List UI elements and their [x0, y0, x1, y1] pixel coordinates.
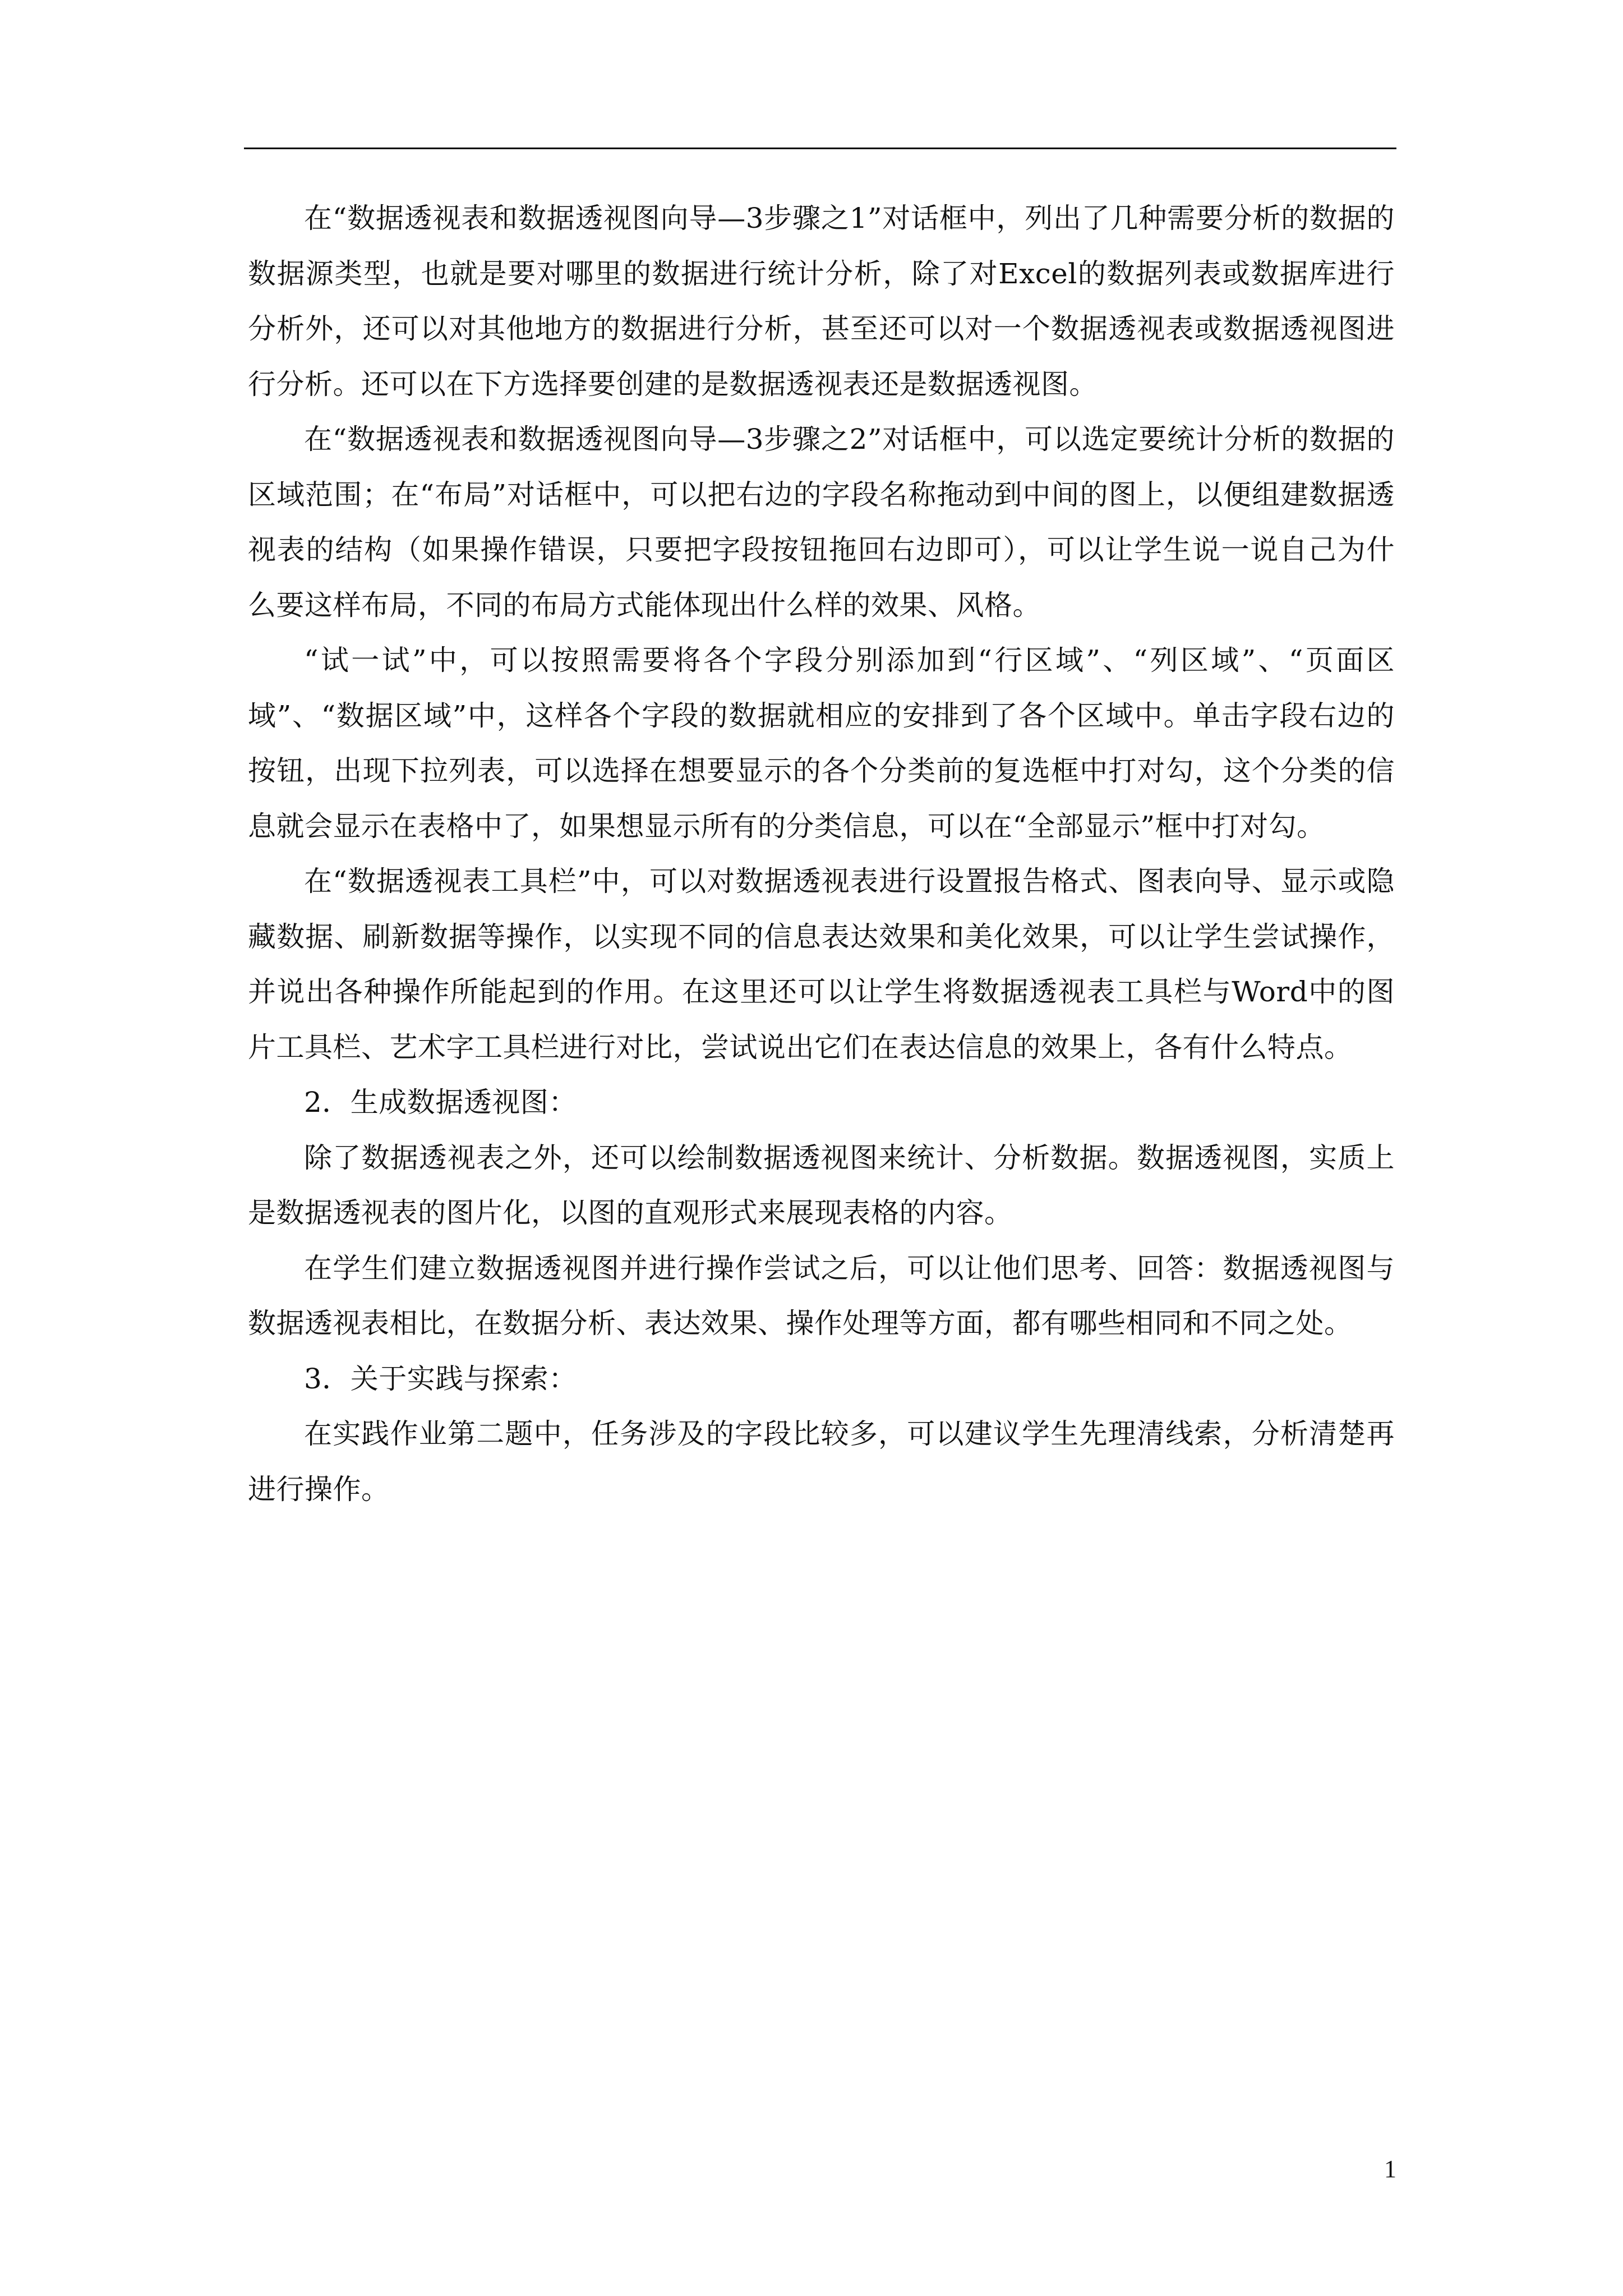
- paragraph-compare: 在学生们建立数据透视图并进行操作尝试之后，可以让他们思考、回答：数据透视图与数据透视表相比，在数据分析、表达效果、操作处理等方面，都有哪些相同和不同之处。: [248, 1251, 1395, 1340]
- paragraph-practice: 在实践作业第二题中，任务涉及的字段比较多，可以建议学生先理清线索，分析清楚再进行操作。: [248, 1418, 1395, 1506]
- paragraph-pivot-toolbar: 在“数据透视表工具栏”中，可以对数据透视表进行设置报告格式、图表向导、显示或隐藏数据、刷新数据等操作，以实现不同的信息表达效果和美化效果，可以让学生尝试操作，并说出各种操作所能起到的作用。在这里还可以让学生将数据透视表工具栏与Word中的图片工具栏、艺术字工具栏进行对比，尝试说出它们在表达信息的效果上，各有什么特点。: [248, 865, 1395, 1064]
- section-heading-pivot-chart: 2．生成数据透视图：: [304, 1086, 577, 1119]
- section-heading-practice: 3．关于实践与探索：: [304, 1362, 577, 1395]
- paragraph-wizard-step-2: 在“数据透视表和数据透视图向导—3步骤之2”对话框中，可以选定要统计分析的数据的区域范围；在“布局”对话框中，可以把右边的字段名称拖动到中间的图上，以便组建数据透视表的结构（如果操作错误，只要把字段按钮拖回右边即可），可以让学生说一说自己为什么要这样布局，不同的布局方式能体现出什么样的效果、风格。: [248, 423, 1395, 622]
- page-number: 1: [1384, 2155, 1396, 2183]
- header-rule: [244, 148, 1396, 149]
- document-body: [248, 191, 1395, 1517]
- paragraph-wizard-step-1: 在“数据透视表和数据透视图向导—3步骤之1”对话框中，列出了几种需要分析的数据的数据源类型，也就是要对哪里的数据进行统计分析，除了对Excel的数据列表或数据库进行分析外，还可以对其他地方的数据进行分析，甚至还可以对一个数据透视表或数据透视图进行分析。还可以在下方选择要创建的是数据透视表还是数据透视图。: [248, 202, 1395, 401]
- paragraph-try-it: “试一试”中，可以按照需要将各个字段分别添加到“行区域”、“列区域”、“页面区域”、“数据区域”中，这样各个字段的数据就相应的安排到了各个区域中。单击字段右边的按钮，出现下拉列表，可以选择在想要显示的各个分类前的复选框中打对勾，这个分类的信息就会显示在表格中了，如果想显示所有的分类信息，可以在“全部显示”框中打对勾。: [248, 644, 1395, 843]
- paragraph-pivot-chart: 除了数据透视表之外，还可以绘制数据透视图来统计、分析数据。数据透视图，实质上是数据透视表的图片化，以图的直观形式来展现表格的内容。: [248, 1141, 1395, 1229]
